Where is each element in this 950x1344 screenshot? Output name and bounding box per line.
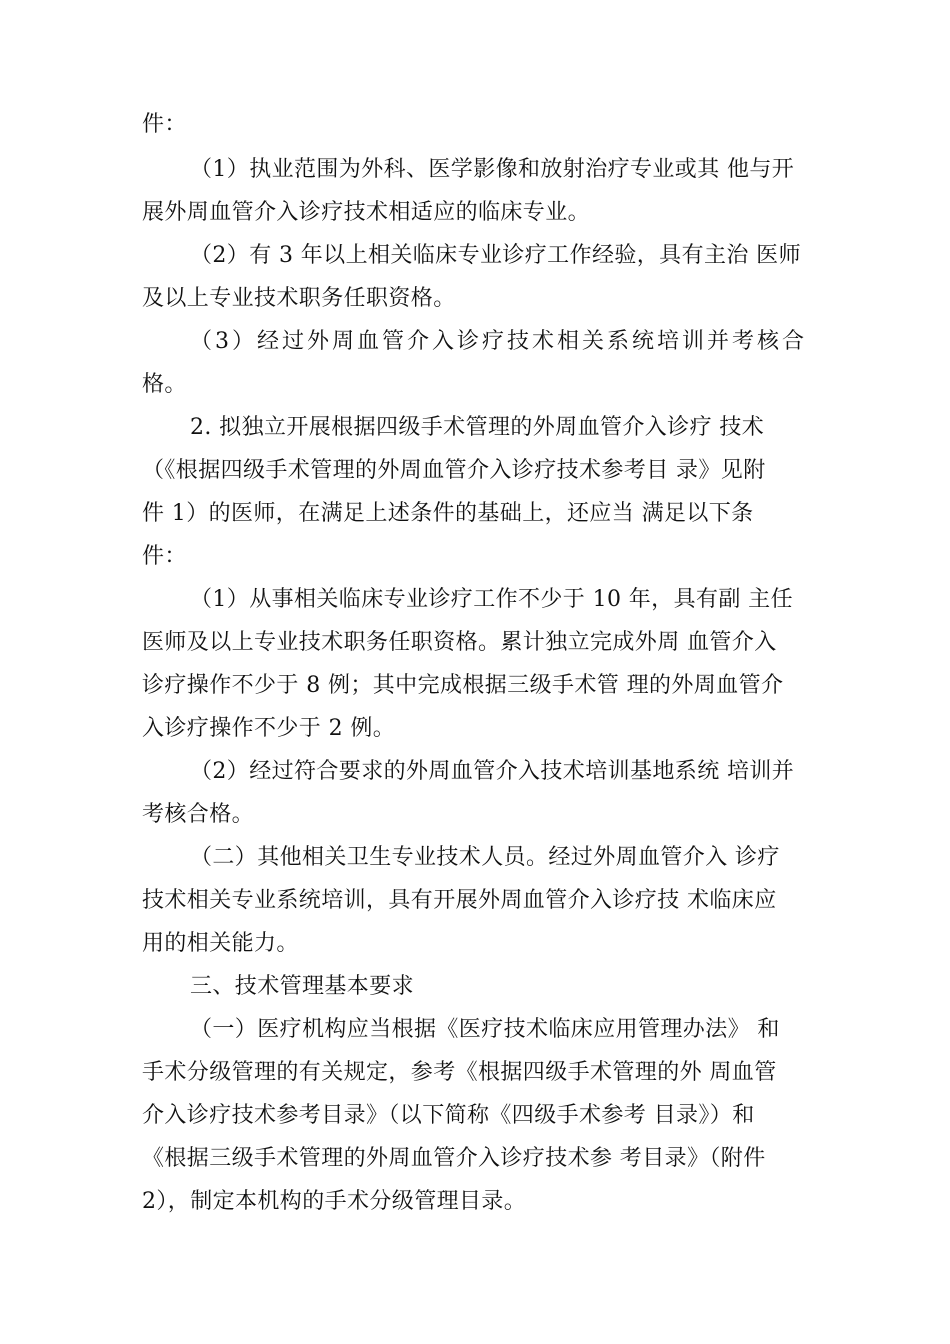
- text-line: 《根据三级手术管理的外周血管介入诊疗技术参 考目录》（附件: [142, 1146, 766, 1171]
- text-line: （一）医疗机构应当根据《医疗技术临床应用管理办法》 和: [190, 1017, 780, 1042]
- text-line: 件：: [142, 544, 187, 569]
- text-line: （1）执业范围为外科、医学影像和放射治疗专业或其 他与开: [190, 157, 795, 182]
- text-line: 件：: [142, 112, 187, 137]
- text-line: （3）经过外周血管介入诊疗技术相关系统培训并考核合: [190, 329, 807, 354]
- section-heading: 三、技术管理基本要求: [190, 974, 415, 999]
- text-line: 2. 拟独立开展根据四级手术管理的外周血管介入诊疗 技术: [190, 415, 765, 440]
- text-line: （二）其他相关卫生专业技术人员。经过外周血管介入 诊疗: [190, 845, 780, 870]
- text-line: 医师及以上专业技术职务任职资格。累计独立完成外周 血管介入: [142, 630, 777, 655]
- text-line: 及以上专业技术职务任职资格。: [142, 286, 456, 311]
- text-line: （《根据四级手术管理的外周血管介入诊疗技术参考目 录》见附: [142, 458, 766, 483]
- text-line: （2）经过符合要求的外周血管介入技术培训基地系统 培训并: [190, 759, 795, 784]
- text-line: 技术相关专业系统培训，具有开展外周血管介入诊疗技 术临床应: [142, 888, 777, 913]
- text-line: 展外周血管介入诊疗技术相适应的临床专业。: [142, 200, 591, 225]
- text-line: （1）从事相关临床专业诊疗工作不少于 10 年，具有副 主任: [190, 587, 793, 612]
- text-line: 诊疗操作不少于 8 例；其中完成根据三级手术管 理的外周血管介: [142, 673, 784, 698]
- text-line: 介入诊疗技术参考目录》（以下简称《四级手术参考 目录》）和: [142, 1103, 755, 1128]
- text-line: 2），制定本机构的手术分级管理目录。: [142, 1189, 527, 1214]
- text-line: 考核合格。: [142, 802, 255, 827]
- text-line: 件 1）的医师，在满足上述条件的基础上，还应当 满足以下条: [142, 501, 754, 526]
- text-line: （2）有 3 年以上相关临床专业诊疗工作经验，具有主治 医师: [190, 243, 801, 268]
- text-line: 格。: [142, 372, 187, 397]
- text-line: 入诊疗操作不少于 2 例。: [142, 716, 396, 741]
- text-line: 手术分级管理的有关规定，参考《根据四级手术管理的外 周血管: [142, 1060, 777, 1085]
- text-line: 用的相关能力。: [142, 931, 299, 956]
